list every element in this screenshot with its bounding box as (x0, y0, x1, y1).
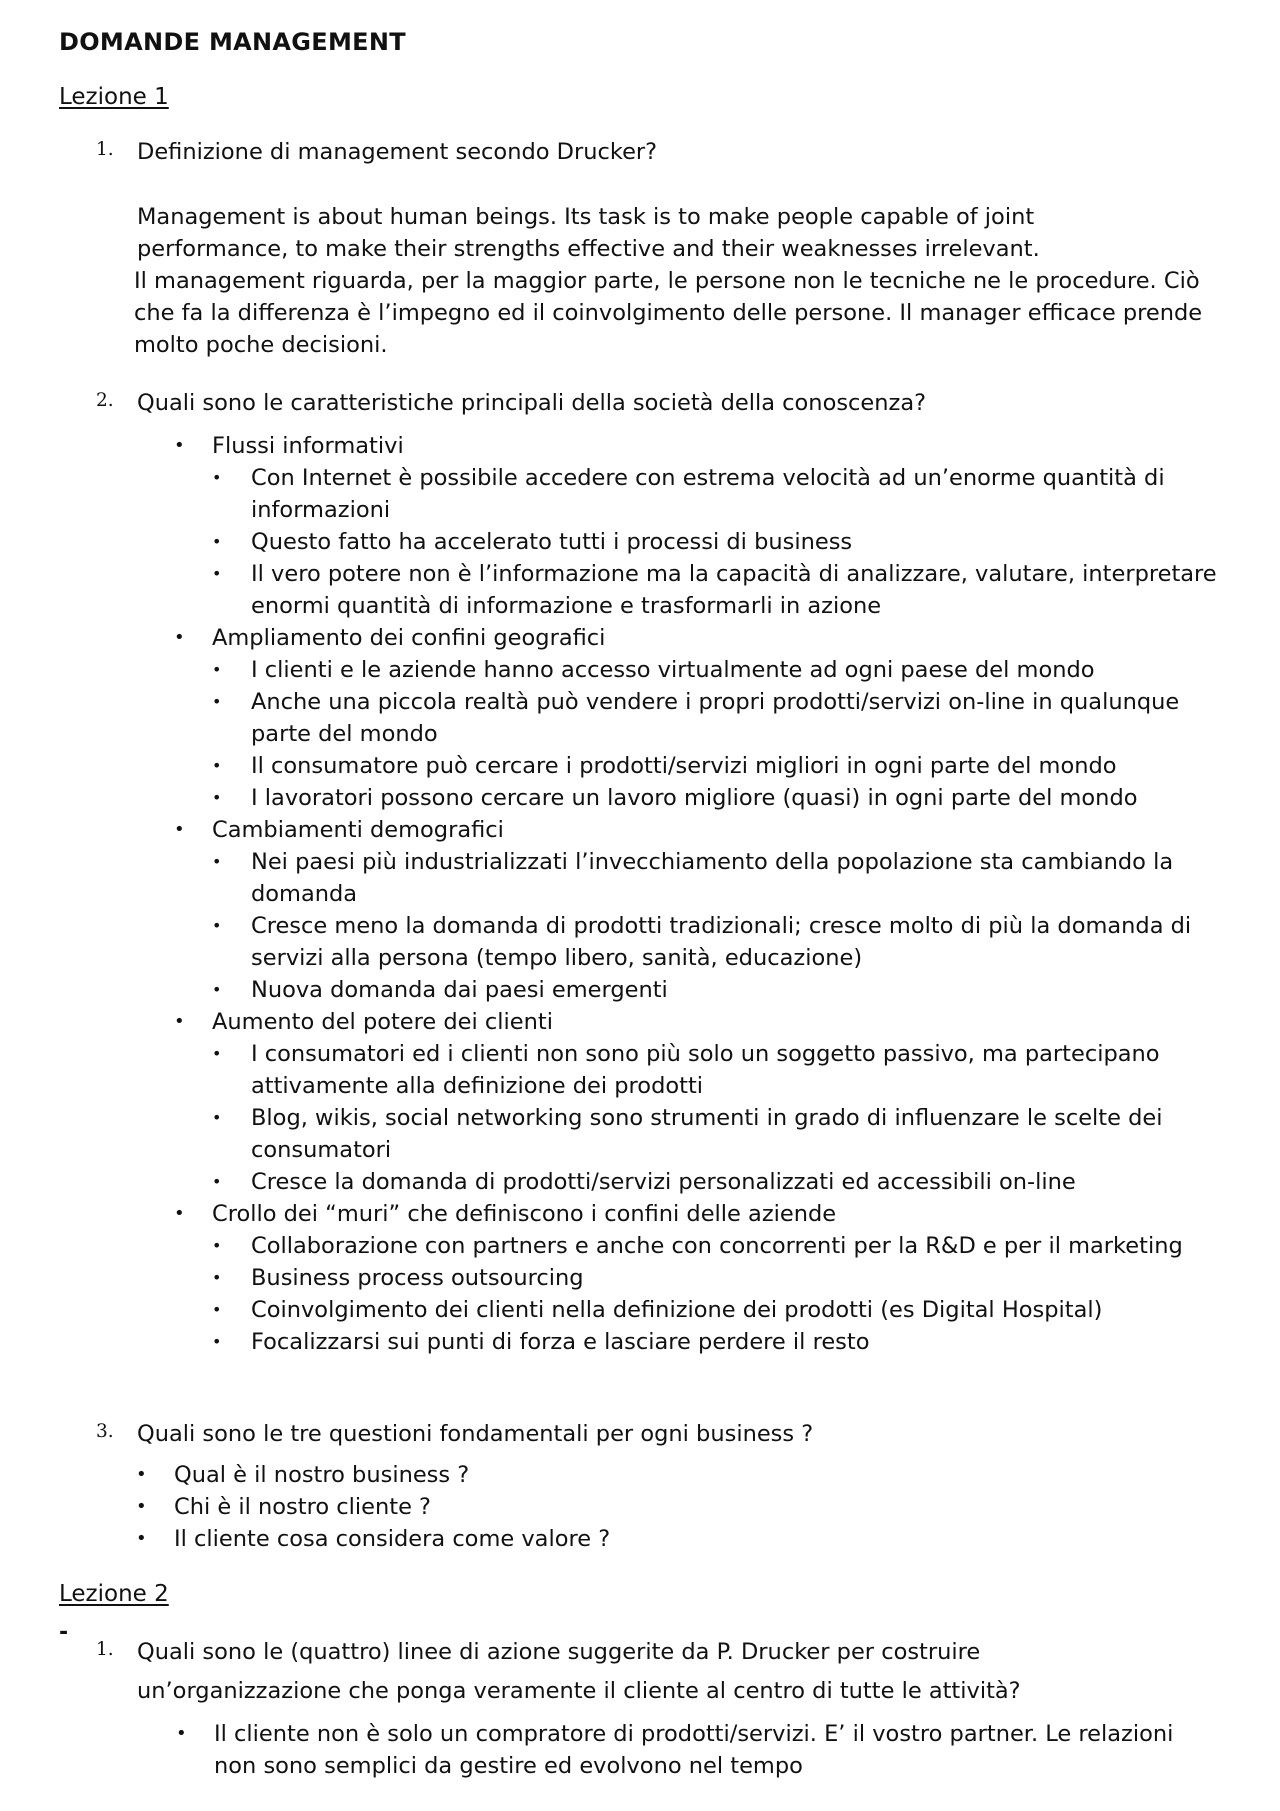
list-item (136, 1491, 1174, 1523)
sub-list-item (212, 526, 1242, 558)
sub-list (212, 462, 1242, 622)
l1-question-2 (96, 387, 1240, 419)
sub-list-item (212, 1230, 1242, 1262)
sub-item-text: Questo fatto ha accelerato tutti i processi di business (251, 529, 853, 555)
sub-list-item (212, 1294, 1242, 1326)
bullet: • (212, 1044, 222, 1063)
group-label: Aumento del potere dei clienti (212, 1009, 553, 1035)
list-item-text: Chi è il nostro cliente ? (174, 1494, 432, 1520)
bullet: • (212, 692, 222, 711)
group-label: Cambiamenti demografici (212, 817, 504, 843)
bullet: • (174, 819, 185, 840)
list-item (136, 1523, 1174, 1555)
bullet: • (212, 1300, 222, 1319)
list-item-text: Qual è il nostro business ? (174, 1462, 470, 1488)
l1-q2-characteristics-list (174, 430, 1242, 1358)
sub-list (212, 846, 1242, 1006)
bullet: • (212, 852, 222, 871)
question-text-line-2: un’organizzazione che ponga veramente il cliente al centro di tutte le attività? (137, 1678, 1021, 1704)
sub-list-item (212, 910, 1242, 974)
sub-list-item (212, 782, 1242, 814)
question-number: 1. (96, 139, 114, 160)
sub-list-item (212, 462, 1242, 526)
sub-item-text: I lavoratori possono cercare un lavoro migliore (quasi) in ogni parte del mondo (251, 785, 1138, 811)
sub-list (212, 1038, 1242, 1198)
question-text: Quali sono le caratteristiche principali della società della conoscenza? (137, 390, 927, 416)
bullet: • (212, 1172, 222, 1191)
bullet: • (212, 756, 222, 775)
lesson-1-heading: Lezione 1 (59, 84, 169, 110)
l1-q1-answer-en: Management is about human beings. Its task is to make people capable of joint performance, to make their strengths effective and their weaknesses irrelevant. (137, 204, 1040, 262)
sub-list (212, 1230, 1242, 1358)
sub-list-item (212, 1102, 1242, 1166)
lesson-2-heading: Lezione 2 (59, 1581, 169, 1607)
bullet: • (212, 788, 222, 807)
list-item (174, 1006, 1242, 1198)
bullet: • (174, 627, 185, 648)
list-item (136, 1459, 1174, 1491)
bullet: • (212, 1236, 222, 1255)
list-item-text: Il cliente non è solo un compratore di prodotti/servizi. E’ il vostro partner. Le relazioni non sono semplici da gestire ed evolvono nel tempo (214, 1721, 1174, 1779)
sub-item-text: Il consumatore può cercare i prodotti/servizi migliori in ogni parte del mondo (251, 753, 1117, 779)
sub-list-item (212, 1262, 1242, 1294)
list-item (176, 1718, 1214, 1782)
list-item (174, 622, 1242, 814)
sub-list-item (212, 686, 1242, 750)
bullet: • (136, 1464, 147, 1485)
bullet: • (212, 1332, 222, 1351)
question-text: Quali sono le tre questioni fondamentali per ogni business ? (137, 1421, 814, 1447)
sub-item-text: Business process outsourcing (251, 1265, 584, 1291)
bullet: • (136, 1528, 147, 1549)
question-number: 2. (96, 390, 114, 411)
bullet: • (212, 916, 222, 935)
question-text-line-1: Quali sono le (quattro) linee di azione suggerite da P. Drucker per costruire (137, 1639, 981, 1665)
list-item-text: Il cliente cosa considera come valore ? (174, 1526, 611, 1552)
sub-item-text: Blog, wikis, social networking sono strumenti in grado di influenzare le scelte dei consumatori (251, 1105, 1163, 1163)
bullet: • (212, 468, 222, 487)
sub-item-text: I clienti e le aziende hanno accesso virtualmente ad ogni paese del mondo (251, 657, 1095, 683)
sub-item-text: I consumatori ed i clienti non sono più solo un soggetto passivo, ma partecipano attivamente alla definizione dei prodotti (251, 1041, 1160, 1099)
bullet: • (174, 435, 185, 456)
sub-item-text: Focalizzarsi sui punti di forza e lasciare perdere il resto (251, 1329, 870, 1355)
sub-item-text: Collaborazione con partners e anche con concorrenti per la R&D e per il marketing (251, 1233, 1183, 1259)
question-text: Definizione di management secondo Drucker? (137, 139, 658, 165)
l1-question-1 (96, 136, 1240, 168)
bullet: • (212, 1108, 222, 1127)
document-title: DOMANDE MANAGEMENT (59, 28, 406, 56)
bullet: • (212, 980, 222, 999)
sub-list (212, 654, 1242, 814)
sub-list-item (212, 1038, 1242, 1102)
sub-item-text: Nei paesi più industrializzati l’invecchiamento della popolazione sta cambiando la domanda (251, 849, 1174, 907)
bullet: • (136, 1496, 147, 1517)
l1-question-3 (96, 1418, 1240, 1450)
sub-item-text: Nuova domanda dai paesi emergenti (251, 977, 668, 1003)
sub-item-text: Cresce meno la domanda di prodotti tradizionali; cresce molto di più la domanda di servizi alla persona (tempo libero, sanità, educazione) (251, 913, 1192, 971)
sub-item-text: Cresce la domanda di prodotti/servizi personalizzati ed accessibili on-line (251, 1169, 1076, 1195)
sub-list-item (212, 750, 1242, 782)
bullet: • (212, 564, 222, 583)
sub-item-text: Anche una piccola realtà può vendere i propri prodotti/servizi on-line in qualunque parte del mondo (251, 689, 1180, 747)
bullet: • (212, 532, 222, 551)
l1-q3-list (136, 1459, 1174, 1555)
l2-question-1 (96, 1636, 1240, 1668)
sub-list-item (212, 974, 1242, 1006)
group-label: Flussi informativi (212, 433, 404, 459)
bullet: • (212, 660, 222, 679)
sub-list-item (212, 654, 1242, 686)
sub-item-text: Con Internet è possibile accedere con estrema velocità ad un’enorme quantità di informazioni (251, 465, 1165, 523)
l1-q1-answer-it: Il management riguarda, per la maggior parte, le persone non le tecniche ne le procedure. Ciò che fa la differenza è l’impegno ed il coinvolgimento delle persone. Il manager efficace prende molto poche decisioni. (134, 268, 1203, 358)
sub-list-item (212, 846, 1242, 910)
bullet: • (174, 1011, 185, 1032)
sub-list-item (212, 1166, 1242, 1198)
question-number: 1. (96, 1639, 114, 1660)
group-label: Crollo dei “muri” che definiscono i confini delle aziende (212, 1201, 837, 1227)
stray-dash: - (59, 1620, 69, 1645)
bullet: • (174, 1203, 185, 1224)
question-number: 3. (96, 1421, 114, 1442)
list-item (174, 430, 1242, 622)
list-item (174, 814, 1242, 1006)
sub-item-text: Il vero potere non è l’informazione ma la capacità di analizzare, valutare, interpretare enormi quantità di informazione e trasformarli in azione (251, 561, 1217, 619)
sub-list-item (212, 1326, 1242, 1358)
l2-q1-list (176, 1718, 1214, 1782)
sub-item-text: Coinvolgimento dei clienti nella definizione dei prodotti (es Digital Hospital) (251, 1297, 1103, 1323)
list-item (174, 1198, 1242, 1358)
group-label: Ampliamento dei confini geografici (212, 625, 606, 651)
sub-list-item (212, 558, 1242, 622)
bullet: • (212, 1268, 222, 1287)
bullet: • (176, 1723, 187, 1744)
